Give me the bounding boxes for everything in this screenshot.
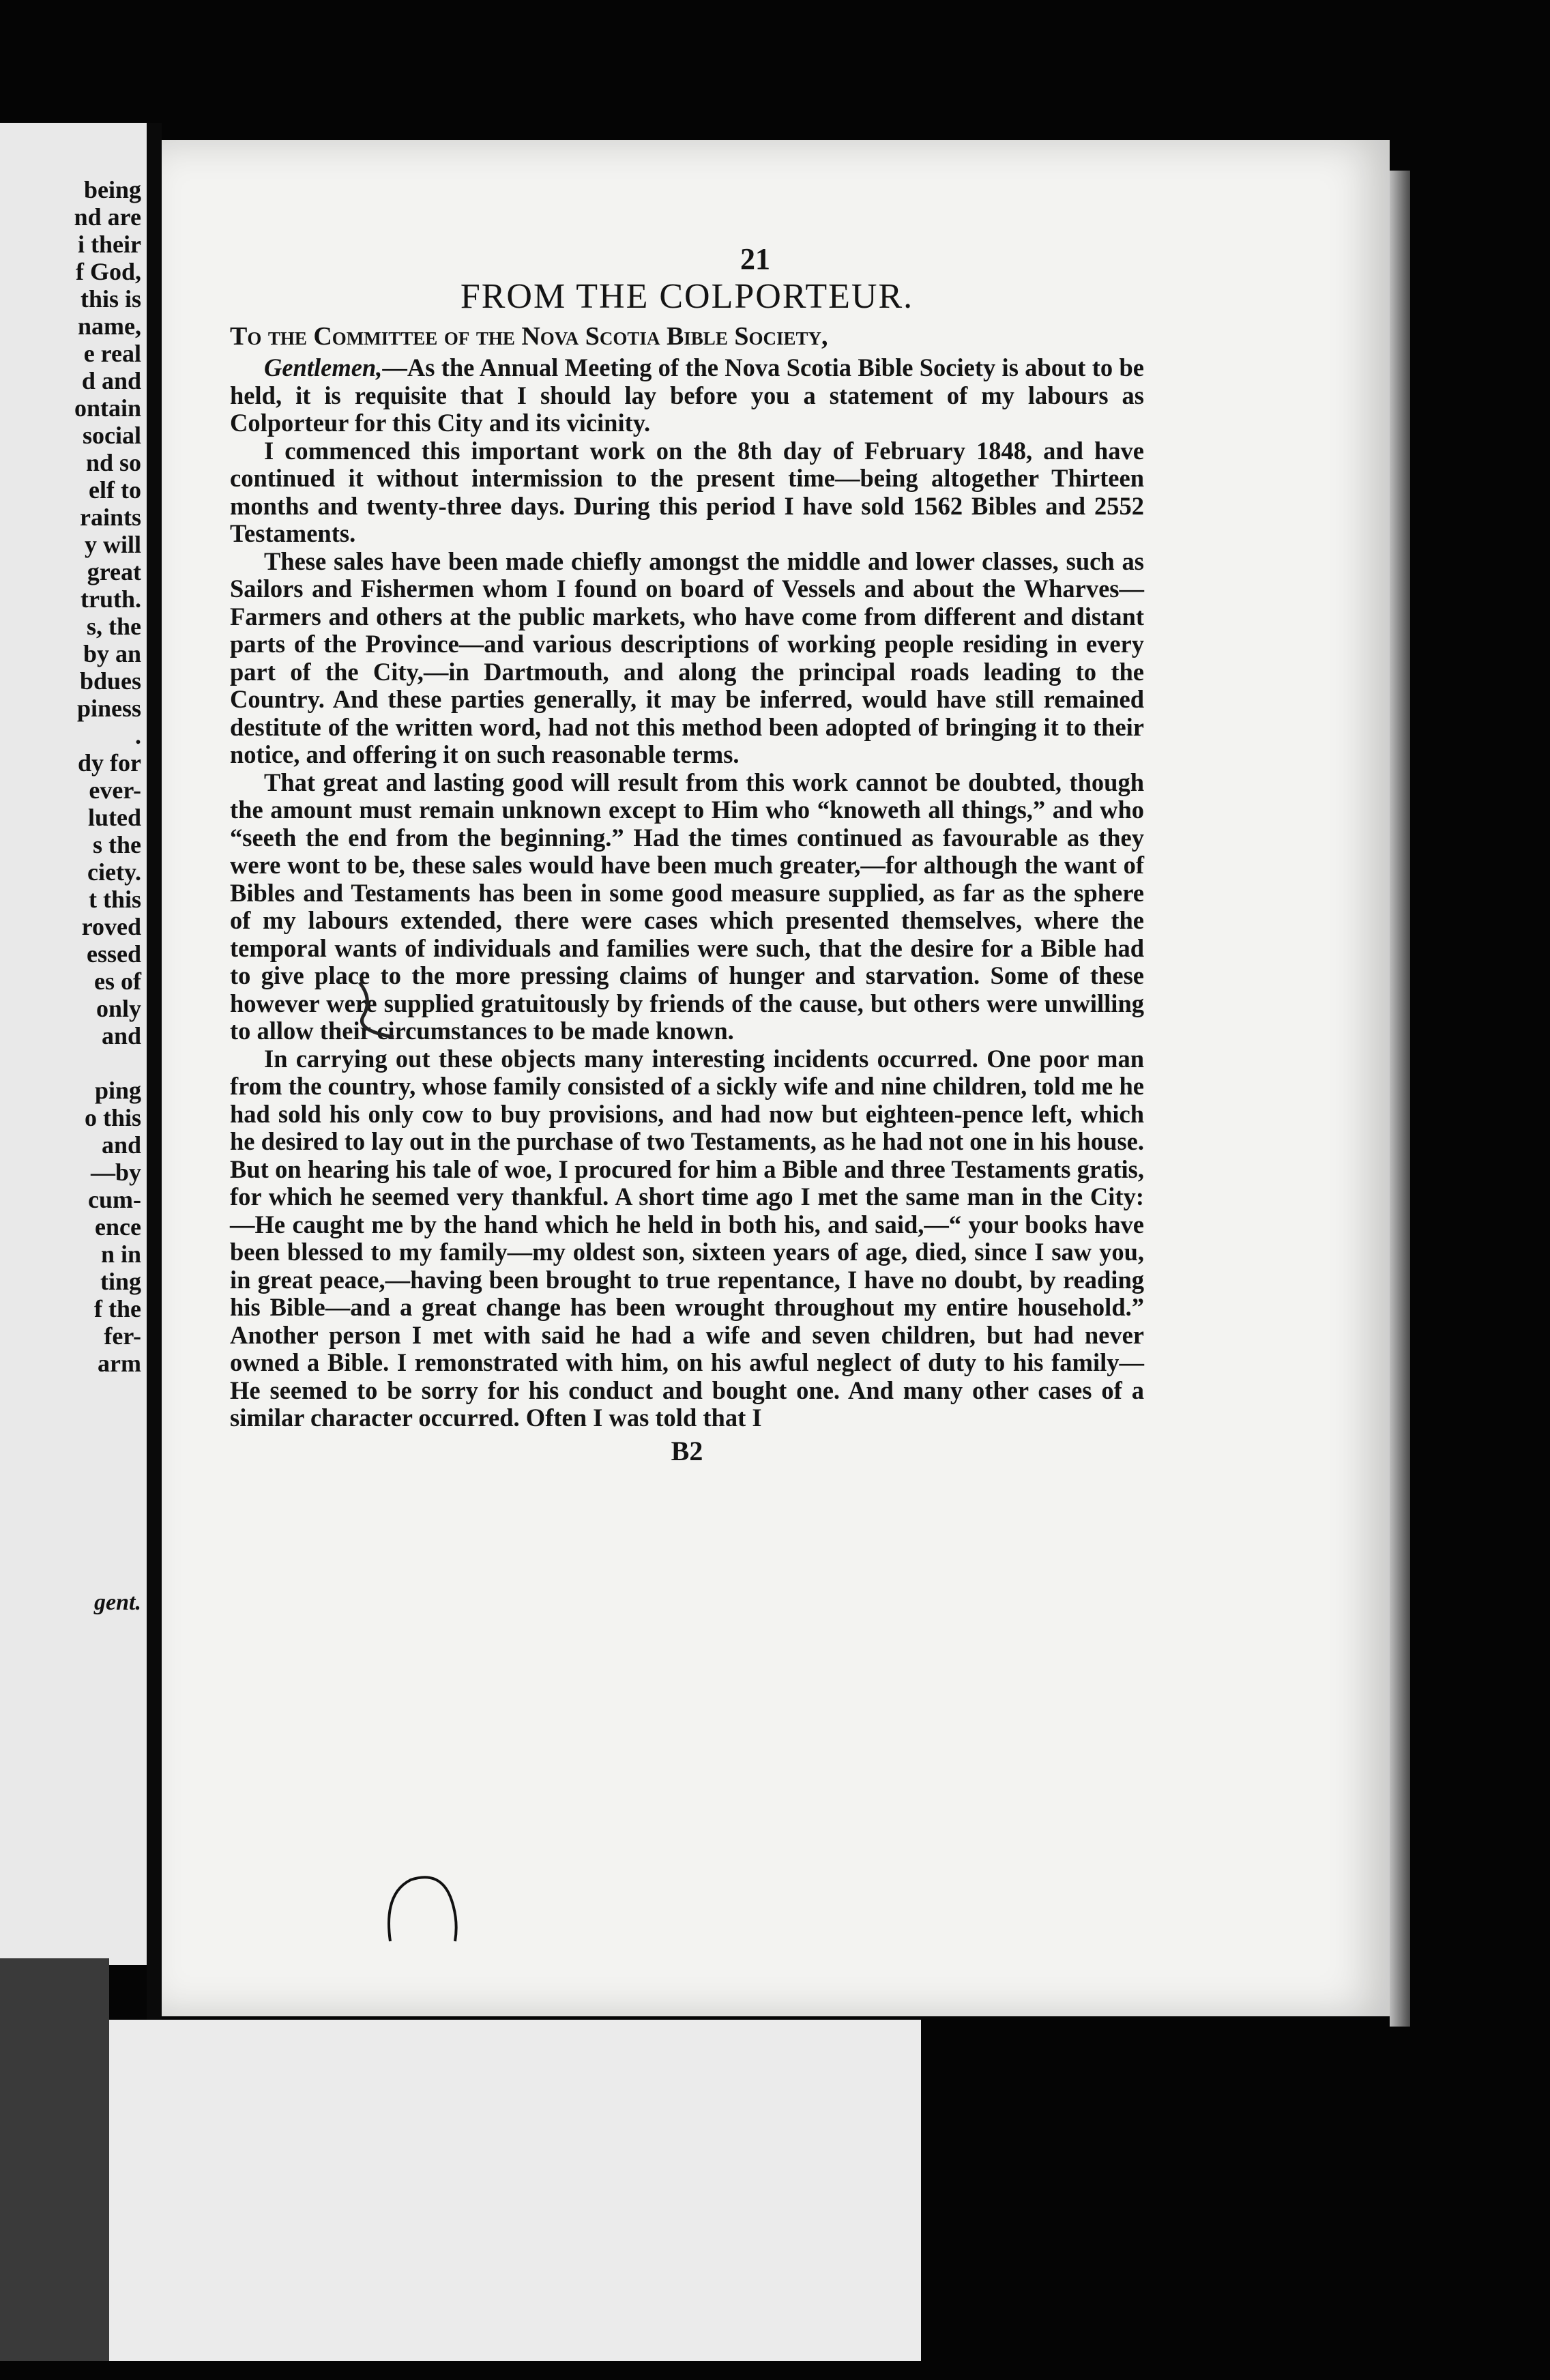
left-page-fragment-line: great bbox=[87, 558, 141, 585]
address-line: To the Committee of the Nova Scotia Bible Society, bbox=[230, 322, 828, 351]
left-page-fragment-line: f God, bbox=[75, 258, 141, 285]
left-page-bottom-word: gent. bbox=[94, 1590, 141, 1615]
page-edge bbox=[1390, 171, 1410, 2027]
left-page-fragment-line: y will bbox=[84, 531, 141, 558]
left-page-fragment-line: essed bbox=[87, 940, 141, 968]
left-page-fragment-line: ever- bbox=[89, 777, 141, 804]
left-page-fragment-line: dy for bbox=[78, 749, 141, 777]
left-page-fragment-line: only bbox=[96, 995, 141, 1022]
left-page-fragment-line: . bbox=[135, 722, 141, 749]
left-page-fragment-line: and bbox=[101, 1022, 141, 1049]
left-page-fragment-line: this is bbox=[80, 285, 141, 313]
left-page-fragment-line: bdues bbox=[79, 667, 141, 695]
signature-mark: B2 bbox=[671, 1435, 703, 1466]
left-page-fragment-line: s the bbox=[93, 831, 141, 858]
left-page-fragment-line: being bbox=[83, 176, 141, 203]
paragraph-2: I commenced this important work on the 8th day of February 1848, and have continued it without intermission to the present time—being altogether Thirteen months and twenty-three days. During this period I have sold 1562 Bibles and 2552 Testaments. bbox=[230, 436, 1144, 547]
left-page-fragment-line: ciety. bbox=[87, 858, 141, 886]
left-page-fragment-line: s, the bbox=[87, 613, 141, 640]
bottom-paper-slip bbox=[109, 2020, 921, 2361]
main-page bbox=[162, 140, 1390, 2016]
left-page-fragment-line: roved bbox=[81, 913, 141, 940]
page-heading: FROM THE COLPORTEUR. bbox=[460, 277, 914, 316]
left-page-fragment-line: es of bbox=[94, 968, 141, 995]
left-page-fragment-line: arm bbox=[98, 1350, 141, 1377]
left-page-fragment-line: e real bbox=[83, 340, 141, 367]
left-page-fragment-line: nd so bbox=[85, 449, 141, 476]
left-page-fragment-line: truth. bbox=[81, 585, 141, 613]
left-page-fragment-line: cum- bbox=[88, 1186, 141, 1213]
page-number: 21 bbox=[740, 242, 770, 276]
left-page-fragment-line: nd are bbox=[74, 203, 141, 231]
paragraph-1 bbox=[230, 354, 1144, 437]
left-page-fragment-line: t this bbox=[88, 886, 141, 913]
left-page-fragment bbox=[0, 123, 147, 1965]
salutation: Gentlemen, bbox=[264, 353, 383, 381]
left-page-fragment-line: elf to bbox=[89, 476, 141, 504]
left-page-fragment-line: ting bbox=[100, 1268, 141, 1295]
handwritten-scribble-icon bbox=[380, 1866, 469, 1948]
paragraph-5: In carrying out these objects many interesting incidents occurred. One poor man from the country, whose family consisted of a sickly wife and nine children, told me he had sold his only cow to buy provisions, and had now but eighteen-pence left, which he desired to lay out in the purchase of two Testaments, as he had not one in his house. But on hearing his tale of woe, I procured for him a Bible and three Testaments gratis, for which he seemed very thankful. A short time ago I met the same man in the City:—He caught me by the hand which he held in both his, and said,—“ your books have been blessed to my family—my oldest son, sixteen years of age, died, since I saw you, in great peace,—having been brought to true repentance, I have no doubt, by reading his Bible—and a great change has been wrought throughout my entire household.” Another person I met with said he had a wife and seven children, but had never owned a Bible. I remonstrated with him, on his awful neglect of duty to his family—He seemed to be sorry for his conduct and bought one. And many other cases of a similar character occurred. Often I was told that I bbox=[230, 1044, 1144, 1432]
paragraph-4: That great and lasting good will result from this work cannot be doubted, though the amount must remain unknown except to Him who “knoweth all things,” and who “seeth the end from the beginning.” Had the times continued as favourable as they were wont to be, these sales would have been much greater,—for although the want of Bibles and Testaments has been in some good measure supplied, as far as the sphere of my labours extended, there were cases which presented themselves, where the temporal wants of individuals and families were such, that the desire for a Bible had to give place to the more pressing claims of hunger and starvation. Some of these however were supplied gratuitously by friends of the cause, but others were unwilling to allow their circumstances to be made known. bbox=[230, 768, 1144, 1045]
pen-mark-icon bbox=[353, 979, 407, 1041]
left-page-fragment-line: social bbox=[83, 422, 141, 449]
left-page-fragment-line: ping bbox=[94, 1077, 141, 1104]
left-page-fragment-line: i their bbox=[78, 231, 141, 258]
left-page-fragment-line: and bbox=[101, 1131, 141, 1159]
left-page-fragment-line: ontain bbox=[74, 394, 141, 422]
paragraph-1-text: —As the Annual Meeting of the Nova Scotia Bible Society is about to be held, it is requisite that I should lay before you a statement of my labours as Colporteur for this City and its vicinity. bbox=[230, 353, 1144, 437]
left-page-fragment-line: f the bbox=[94, 1295, 141, 1322]
left-page-fragment-line: o this bbox=[84, 1104, 141, 1131]
left-page-fragment-line: ence bbox=[95, 1213, 141, 1240]
left-page-fragment-line: n in bbox=[100, 1240, 141, 1268]
left-page-fragment-line: piness bbox=[76, 695, 141, 722]
left-page-fragment-line: fer- bbox=[104, 1322, 141, 1350]
left-page-fragment-line: by an bbox=[83, 640, 141, 667]
paragraph-3: These sales have been made chiefly amongst the middle and lower classes, such as Sailors and Fishermen whom I found on board of Vessels and about the Wharves—Farmers and others at the public markets, who have come from different and distant parts of the Province—and various descriptions of working people residing in every part of the City,—in Dartmouth, and along the principal roads leading to the Country. And these parties generally, it may be inferred, would have still remained destitute of the written word, had not this method been adopted of bringing it to their notice, and offering it on such reasonable terms. bbox=[230, 547, 1144, 768]
left-page-fragment-line: d and bbox=[81, 367, 141, 394]
left-page-fragment-line: luted bbox=[87, 804, 141, 831]
left-page-fragment-line: raints bbox=[80, 504, 141, 531]
book-gutter bbox=[147, 123, 162, 2020]
bottom-shadow bbox=[0, 1958, 109, 2361]
left-page-fragment-line: name, bbox=[78, 313, 141, 340]
page-content bbox=[230, 242, 1144, 1466]
left-page-fragment-line: —by bbox=[90, 1159, 141, 1186]
